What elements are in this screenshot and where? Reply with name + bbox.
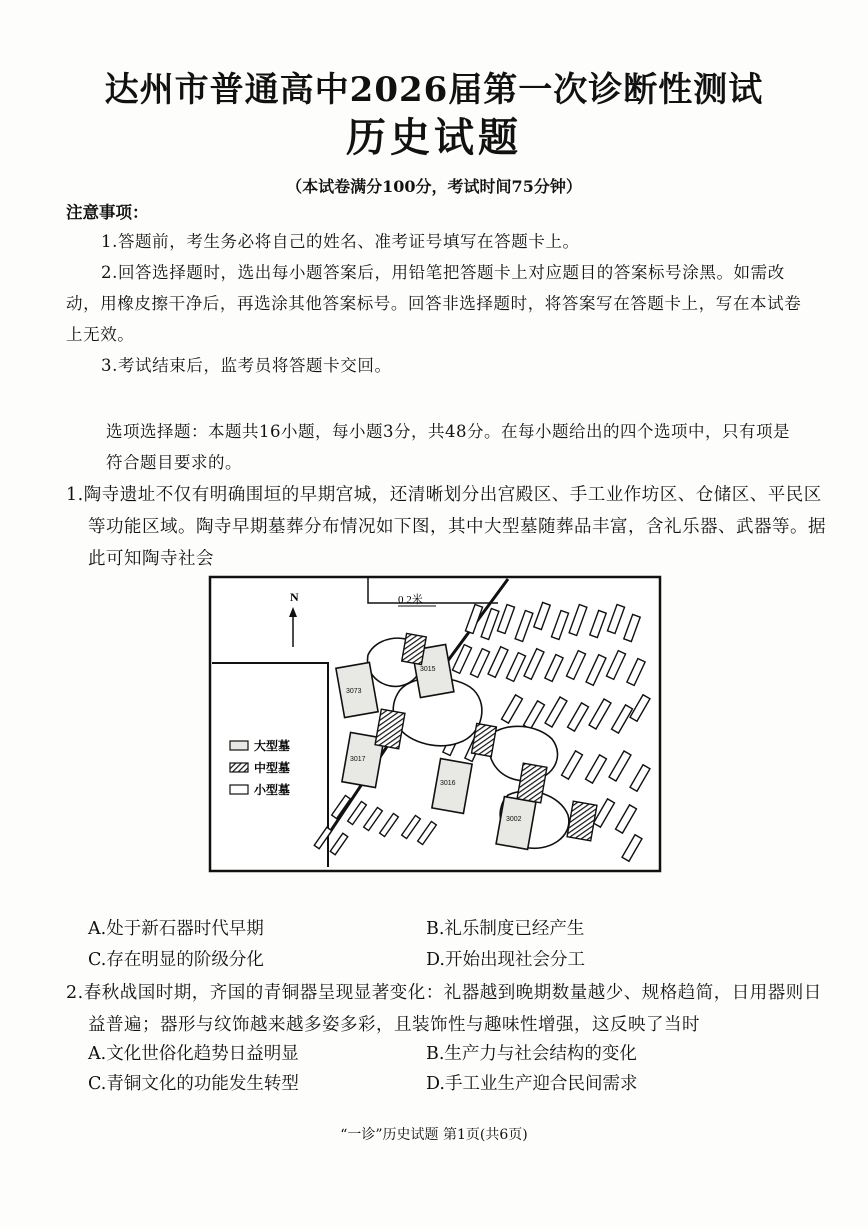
subject-title: 历史试题 — [346, 114, 522, 161]
legend-large-swatch — [230, 741, 248, 750]
notice-item-2: 2.回答选择题时，选出每小题答案后，用铅笔把答题卡上对应题目的答案标号涂黑。如需改动，用橡皮擦干净后，再选涂其他答案标号。回答非选择题时，将答案写在答题卡上，写在本试卷上无效。 — [66, 263, 802, 344]
legend-small-swatch — [230, 785, 248, 794]
q2-option-a: A.文化世俗化趋势日益明显 — [88, 1044, 299, 1064]
map-legend — [230, 738, 290, 797]
section-heading: 选项选择题：本题共16小题，每小题3分，共48分。在每小题给出的四个选项中，只有项是符合题目要求的。 — [106, 422, 790, 472]
question-1 — [66, 479, 826, 575]
exam-subtitle: （本试卷满分100分，考试时间75分钟） — [286, 177, 582, 196]
q2-option-d: D.手工业生产迎合民间需求 — [426, 1074, 638, 1094]
tomb-distribution-map — [208, 575, 662, 873]
q1-option-c: C.存在明显的阶级分化 — [88, 950, 264, 970]
q1-option-a: A.处于新石器时代早期 — [88, 919, 264, 939]
question-2-stem: 2.春秋战国时期，齐国的青铜器呈现显著变化：礼器越到晚期数量越少、规格趋简，日用器则日益普遍；器形与纹饰越来越多姿多彩，且装饰性与趣味性增强，这反映了当时 — [66, 983, 822, 1035]
page-footer: “一诊”历史试题 第1页(共6页) — [340, 1127, 528, 1143]
notice-heading: 注意事项： — [66, 203, 149, 222]
legend-small-label: 小型墓 — [254, 783, 291, 797]
q2-option-c: C.青铜文化的功能发生转型 — [88, 1074, 299, 1094]
legend-medium-label: 中型墓 — [254, 761, 291, 775]
tomb-label-3016: 3016 — [440, 780, 456, 787]
north-label: N — [290, 590, 299, 604]
q1-option-b: B.礼乐制度已经产生 — [426, 919, 585, 939]
tomb-label-3017: 3017 — [350, 756, 366, 763]
notice-item-1: 1.答题前，考生务必将自己的姓名、准考证号填写在答题卡上。 — [101, 232, 580, 251]
q1-option-d: D.开始出现社会分工 — [426, 950, 585, 970]
exam-title: 达州市普通高中2026届第一次诊断性测试 — [104, 70, 764, 110]
tomb-label-3073: 3073 — [346, 688, 362, 695]
tomb-label-3015: 3015 — [420, 666, 436, 673]
legend-medium-swatch — [230, 763, 248, 772]
legend-large-label: 大型墓 — [254, 739, 291, 753]
tomb-label-3002: 3002 — [506, 816, 522, 823]
q2-option-b: B.生产力与社会结构的变化 — [426, 1044, 637, 1064]
question-2 — [66, 977, 822, 1041]
scale-label: 0 2米 — [398, 594, 423, 606]
notice-item-3: 3.考试结束后，监考员将答题卡交回。 — [101, 356, 392, 375]
question-1-stem: 1.陶寺遗址不仅有明确围垣的早期宫城，还清晰划分出宫殿区、手工业作坊区、仓储区、平民区等功能区域。陶寺早期墓葬分布情况如下图，其中大型墓随葬品丰富，含礼乐器、武器等。据此可知陶寺社会 — [66, 485, 826, 569]
